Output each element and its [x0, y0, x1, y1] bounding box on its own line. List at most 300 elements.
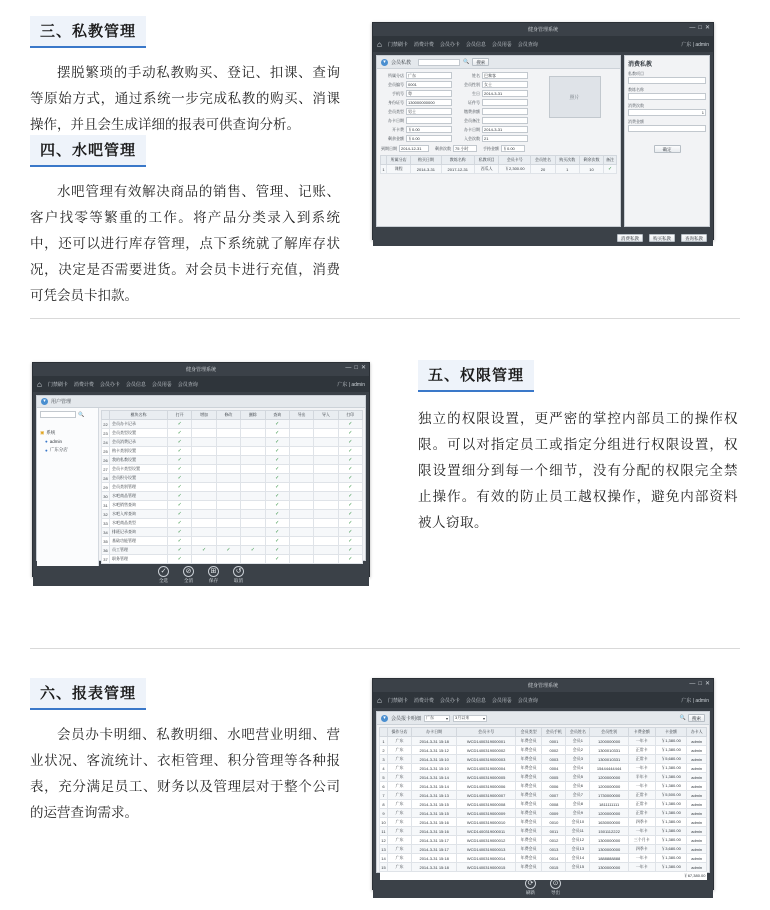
search-icon[interactable]: 🔍	[679, 715, 686, 721]
perm-edit[interactable]	[216, 438, 240, 447]
perm-query[interactable]: ✓	[265, 546, 289, 555]
table-row[interactable]	[381, 165, 617, 174]
perm-print[interactable]: ✓	[338, 438, 362, 447]
perm-open[interactable]: ✓	[168, 483, 192, 492]
save-button[interactable]: ⊞ 保存	[209, 568, 218, 583]
perm-query[interactable]: ✓	[265, 492, 289, 501]
cell: 2014-3-31 15:13	[411, 791, 457, 800]
perm-print[interactable]: ✓	[338, 465, 362, 474]
col-5: 删除	[241, 411, 265, 420]
minimize-icon[interactable]: —	[689, 681, 696, 687]
field-value[interactable]	[482, 117, 528, 124]
row-index: 23	[103, 430, 108, 436]
perm-query[interactable]: ✓	[265, 555, 289, 564]
cell: 1300000000	[590, 863, 629, 872]
table-row[interactable]	[380, 800, 707, 809]
perm-add[interactable]	[192, 555, 216, 564]
perm-import[interactable]	[314, 537, 338, 546]
perm-edit[interactable]	[216, 429, 240, 438]
table-row[interactable]	[102, 483, 363, 492]
cell: 年费会员	[515, 845, 542, 854]
perm-add[interactable]	[192, 429, 216, 438]
cell: 1630000000	[590, 818, 629, 827]
perm-edit[interactable]	[216, 537, 240, 546]
table-row[interactable]	[380, 746, 707, 755]
form-col-left	[380, 72, 452, 142]
cell: 0012	[542, 836, 566, 845]
cancel-button[interactable]: ↺ 取消	[234, 568, 243, 583]
module-name: 会员办卡记录	[110, 420, 168, 429]
table-row[interactable]	[102, 429, 363, 438]
home-icon[interactable]: ⌂	[377, 39, 382, 49]
perm-query[interactable]: ✓	[265, 447, 289, 456]
consume-field-input-3[interactable]	[628, 125, 706, 132]
perm-import[interactable]	[314, 438, 338, 447]
perm-delete[interactable]	[241, 456, 265, 465]
private-training-table[interactable]	[377, 155, 620, 226]
table-row[interactable]	[102, 447, 363, 456]
cell: WCD1400319000008	[457, 800, 515, 809]
perm-print[interactable]: ✓	[338, 474, 362, 483]
perm-delete[interactable]	[241, 447, 265, 456]
consume-field-input-0[interactable]	[628, 77, 706, 84]
field-value[interactable]: ￥0.00	[501, 145, 525, 152]
cell: WCD1400319000015	[457, 863, 515, 872]
perm-print[interactable]: ✓	[338, 537, 362, 546]
user-search-input[interactable]	[40, 411, 76, 418]
col-8: 备注	[604, 156, 617, 165]
perm-delete[interactable]	[241, 465, 265, 474]
perm-open[interactable]: ✓	[168, 501, 192, 510]
report-table[interactable]	[377, 725, 709, 882]
perm-print[interactable]: ✓	[338, 519, 362, 528]
perm-import[interactable]	[314, 528, 338, 537]
perm-open[interactable]: ✓	[168, 456, 192, 465]
perm-open[interactable]: ✓	[168, 447, 192, 456]
menu-item-5[interactable]: 会员查询	[177, 381, 198, 388]
table-row[interactable]	[102, 528, 363, 537]
field-value[interactable]: ￥0.00	[406, 126, 452, 133]
perm-edit[interactable]	[216, 492, 240, 501]
perm-import[interactable]	[314, 456, 338, 465]
footer-button-query[interactable]: 查询私教	[681, 234, 707, 242]
perm-edit[interactable]	[216, 447, 240, 456]
module-name: 排班记录查询	[110, 528, 168, 537]
perm-add[interactable]	[192, 456, 216, 465]
perm-print[interactable]: ✓	[338, 447, 362, 456]
field-value[interactable]	[406, 117, 452, 124]
table-row[interactable]	[102, 456, 363, 465]
window-controls[interactable]	[689, 681, 710, 687]
field-value[interactable]: 75 小时	[453, 145, 477, 152]
consume-panel-title: 消费私教	[628, 62, 653, 68]
menu-item-1[interactable]: 消费计费	[413, 41, 434, 48]
menu-item-2[interactable]: 会员办卡	[439, 41, 460, 48]
expand-icon[interactable]: ▾	[381, 59, 388, 66]
perm-import[interactable]	[314, 429, 338, 438]
perm-export[interactable]	[289, 465, 313, 474]
perm-edit[interactable]	[216, 528, 240, 537]
search-button[interactable]: 搜索	[688, 714, 705, 722]
perm-export[interactable]	[289, 429, 313, 438]
perm-add[interactable]	[192, 492, 216, 501]
perm-export[interactable]	[289, 537, 313, 546]
perm-open[interactable]: ✓	[168, 465, 192, 474]
menu-item-4[interactable]: 会员用품	[491, 697, 512, 704]
perm-edit[interactable]	[216, 456, 240, 465]
tree-node-admin[interactable]	[40, 439, 95, 444]
screenshot-private-training-window[interactable]	[372, 22, 714, 240]
perm-edit[interactable]	[216, 465, 240, 474]
perm-import[interactable]	[314, 483, 338, 492]
main-menu-bar[interactable]	[373, 36, 713, 52]
tree-node-system[interactable]	[40, 430, 95, 436]
field-value[interactable]: 广东	[406, 72, 452, 79]
perm-export[interactable]	[289, 447, 313, 456]
cell: admin	[687, 773, 707, 782]
table-row[interactable]	[102, 519, 363, 528]
perm-open[interactable]: ✓	[168, 474, 192, 483]
maximize-icon[interactable]: □	[698, 681, 702, 687]
expand-icon[interactable]: ▾	[41, 398, 48, 405]
window-controls[interactable]	[689, 25, 710, 31]
table-row[interactable]	[380, 791, 707, 800]
home-icon[interactable]: ⌂	[37, 379, 42, 389]
perm-delete[interactable]	[241, 483, 265, 492]
screenshot-report-window[interactable]	[372, 678, 714, 895]
perm-query[interactable]: ✓	[265, 537, 289, 546]
perm-export[interactable]	[289, 492, 313, 501]
menu-item-5[interactable]: 会员查询	[517, 41, 538, 48]
screenshot-permission-window[interactable]	[32, 362, 370, 583]
menu-item-1[interactable]: 消费计费	[73, 381, 94, 388]
select-all-button[interactable]: ✓ 全选	[159, 568, 168, 583]
perm-edit[interactable]	[216, 483, 240, 492]
perm-query[interactable]: ✓	[265, 483, 289, 492]
form-col-mid	[456, 72, 528, 142]
perm-query[interactable]: ✓	[265, 528, 289, 537]
perm-delete[interactable]	[241, 510, 265, 519]
close-icon[interactable]: ✕	[704, 25, 710, 31]
cell: admin	[687, 818, 707, 827]
perm-import[interactable]	[314, 465, 338, 474]
field-value[interactable]: 粤	[406, 90, 452, 97]
table-row[interactable]	[380, 764, 707, 773]
deselect-all-button[interactable]: ⊘ 全消	[184, 568, 193, 583]
table-row[interactable]	[380, 809, 707, 818]
table-row[interactable]	[102, 474, 363, 483]
cell: 年费会员	[515, 800, 542, 809]
perm-export[interactable]	[289, 555, 313, 564]
perm-edit[interactable]	[216, 519, 240, 528]
table-row[interactable]	[380, 782, 707, 791]
table-row[interactable]	[380, 737, 707, 746]
menu-item-3[interactable]: 会员信息	[465, 41, 486, 48]
perm-print[interactable]: ✓	[338, 528, 362, 537]
perm-export[interactable]	[289, 528, 313, 537]
menu-item-2[interactable]: 会员办卡	[99, 381, 120, 388]
perm-print[interactable]: ✓	[338, 483, 362, 492]
table-row[interactable]	[102, 546, 363, 555]
menu-item-0[interactable]: 门禁刷卡	[387, 697, 408, 704]
menu-item-5[interactable]: 会员查询	[517, 697, 538, 704]
col-6: 查询	[265, 411, 289, 420]
perm-add[interactable]	[192, 537, 216, 546]
expand-icon[interactable]: ▾	[381, 715, 388, 722]
cell: ￥1,380.00	[655, 863, 687, 872]
menu-item-3[interactable]: 会员信息	[465, 697, 486, 704]
perm-add[interactable]	[192, 465, 216, 474]
consume-private-training-panel[interactable]	[624, 55, 710, 227]
perm-print[interactable]: ✓	[338, 420, 362, 429]
perm-import[interactable]	[314, 447, 338, 456]
refresh-icon: ⟳	[525, 878, 536, 889]
perm-export[interactable]	[289, 420, 313, 429]
perm-print[interactable]: ✓	[338, 429, 362, 438]
section-5	[418, 360, 738, 536]
table-row[interactable]	[102, 438, 363, 447]
perm-export[interactable]	[289, 456, 313, 465]
perm-query[interactable]: ✓	[265, 429, 289, 438]
perm-open[interactable]: ✓	[168, 429, 192, 438]
perm-edit[interactable]	[216, 510, 240, 519]
field-value[interactable]: 21	[482, 135, 528, 142]
field-value[interactable]: 130000000000	[406, 99, 452, 106]
refresh-button[interactable]: ⟳ 刷新	[526, 880, 535, 895]
main-menu-bar[interactable]	[33, 376, 369, 392]
table-row[interactable]	[102, 555, 363, 564]
perm-delete[interactable]	[241, 420, 265, 429]
col-2: 打开	[168, 411, 192, 420]
perm-print[interactable]: ✓	[338, 555, 362, 564]
cell: 2014-3-31	[411, 165, 441, 174]
table-row[interactable]	[102, 537, 363, 546]
perm-query[interactable]: ✓	[265, 510, 289, 519]
perm-print[interactable]: ✓	[338, 501, 362, 510]
table-row[interactable]	[380, 854, 707, 863]
perm-edit[interactable]	[216, 420, 240, 429]
export-button[interactable]: ⊙ 导出	[551, 880, 560, 895]
perm-query[interactable]: ✓	[265, 501, 289, 510]
chevron-down-icon: ▾	[446, 715, 449, 721]
field-value[interactable]: ￥0.00	[406, 135, 452, 142]
cell: 会员11	[566, 827, 590, 836]
close-icon[interactable]: ✕	[360, 365, 366, 371]
filter-date-select[interactable]: 3月以来 ▾	[455, 715, 486, 721]
perm-delete[interactable]	[241, 501, 265, 510]
perm-print[interactable]: ✓	[338, 510, 362, 519]
cell: 2014-3-31 15:10	[411, 755, 457, 764]
consume-field-label-3: 消费金额	[628, 119, 644, 124]
row-index: 36	[103, 547, 108, 553]
maximize-icon[interactable]: □	[354, 365, 358, 371]
field-value[interactable]: 2014-12-31	[399, 145, 429, 152]
col-8: 导入	[314, 411, 338, 420]
perm-export[interactable]	[289, 474, 313, 483]
perm-add[interactable]	[192, 483, 216, 492]
main-menu-bar[interactable]	[373, 692, 713, 708]
row-index: 1	[382, 166, 385, 172]
table-row[interactable]	[102, 492, 363, 501]
perm-open[interactable]: ✓	[168, 519, 192, 528]
perm-delete[interactable]	[241, 438, 265, 447]
total-amount: ￥67,380.00	[655, 872, 706, 881]
col-9: 打印	[338, 411, 362, 420]
perm-query[interactable]: ✓	[265, 474, 289, 483]
permission-table[interactable]	[99, 408, 365, 566]
table-row[interactable]	[380, 863, 707, 872]
field-value[interactable]	[482, 99, 528, 106]
menu-item-0[interactable]: 门禁刷卡	[387, 41, 408, 48]
close-icon[interactable]: ✕	[704, 681, 710, 687]
perm-add[interactable]	[192, 474, 216, 483]
perm-delete[interactable]	[241, 528, 265, 537]
filter-branch-select[interactable]: 广东 ▾	[426, 715, 449, 721]
perm-add[interactable]	[192, 519, 216, 528]
perm-add[interactable]	[192, 420, 216, 429]
perm-delete[interactable]	[241, 492, 265, 501]
perm-delete[interactable]	[241, 555, 265, 564]
perm-delete[interactable]	[241, 537, 265, 546]
perm-query[interactable]: ✓	[265, 519, 289, 528]
perm-query[interactable]: ✓	[265, 456, 289, 465]
search-icon[interactable]: 🔍	[78, 411, 85, 418]
perm-add[interactable]	[192, 438, 216, 447]
cell: 会员5	[566, 773, 590, 782]
menu-item-2[interactable]: 会员办卡	[439, 697, 460, 704]
perm-import[interactable]	[314, 420, 338, 429]
perm-print[interactable]: ✓	[338, 492, 362, 501]
row-index: 13	[381, 846, 386, 852]
table-row[interactable]	[380, 836, 707, 845]
cell: WCD1400319000003	[457, 755, 515, 764]
footer-button-purchase[interactable]: 购买私教	[649, 234, 675, 242]
consume-field-input-1[interactable]	[628, 93, 706, 100]
perm-add[interactable]: ✓	[192, 546, 216, 555]
perm-delete[interactable]	[241, 474, 265, 483]
field-value[interactable]: 2014-3-31	[482, 126, 528, 133]
perm-export[interactable]	[289, 519, 313, 528]
perm-query[interactable]: ✓	[265, 420, 289, 429]
cell: 20	[531, 165, 555, 174]
perm-export[interactable]	[289, 501, 313, 510]
menu-item-4[interactable]: 会员用품	[491, 41, 512, 48]
window-footer[interactable]	[33, 564, 369, 586]
tree-node-branch[interactable]	[40, 447, 95, 453]
table-row[interactable]	[102, 501, 363, 510]
menu-item-3[interactable]: 会员信息	[125, 381, 146, 388]
cell: 2014-3-31 15:17	[411, 845, 457, 854]
perm-open[interactable]: ✓	[168, 528, 192, 537]
col-0	[102, 411, 110, 420]
menu-item-0[interactable]: 门禁刷卡	[47, 381, 68, 388]
table-row[interactable]	[380, 773, 707, 782]
perm-import[interactable]	[314, 546, 338, 555]
minimize-icon[interactable]: —	[689, 25, 696, 31]
perm-export[interactable]	[289, 546, 313, 555]
table-row[interactable]	[380, 755, 707, 764]
search-button[interactable]: 搜索	[472, 58, 489, 66]
table-row[interactable]	[380, 845, 707, 854]
perm-import[interactable]	[314, 555, 338, 564]
field-value[interactable]: 巴黎客	[482, 72, 528, 79]
user-tree[interactable]	[37, 408, 99, 566]
perm-query[interactable]: ✓	[265, 438, 289, 447]
field-value[interactable]	[482, 108, 528, 115]
perm-open[interactable]: ✓	[168, 438, 192, 447]
perm-import[interactable]	[314, 519, 338, 528]
perm-export[interactable]	[289, 438, 313, 447]
perm-print[interactable]: ✓	[338, 456, 362, 465]
member-search-input[interactable]	[418, 59, 460, 66]
perm-edit[interactable]	[216, 501, 240, 510]
table-row[interactable]	[102, 465, 363, 474]
perm-delete[interactable]	[241, 429, 265, 438]
perm-open[interactable]: ✓	[168, 537, 192, 546]
perm-edit[interactable]	[216, 474, 240, 483]
row-index: 15	[381, 864, 386, 870]
confirm-button[interactable]: 确定	[654, 145, 681, 153]
perm-add[interactable]	[192, 528, 216, 537]
table-row[interactable]	[380, 818, 707, 827]
cell: 2014-3-31 15:12	[411, 746, 457, 755]
perm-delete[interactable]: ✓	[241, 546, 265, 555]
menu-item-4[interactable]: 会员用품	[151, 381, 172, 388]
cell: 广东	[388, 764, 412, 773]
search-icon[interactable]: 🔍	[463, 59, 470, 65]
perm-import[interactable]	[314, 474, 338, 483]
perm-open[interactable]: ✓	[168, 555, 192, 564]
perm-add[interactable]	[192, 447, 216, 456]
perm-import[interactable]	[314, 510, 338, 519]
table-row[interactable]	[102, 420, 363, 429]
minimize-icon[interactable]: —	[345, 365, 352, 371]
home-icon[interactable]: ⌂	[377, 695, 382, 705]
footer-button-consume[interactable]: 消费私教	[617, 234, 643, 242]
table-row[interactable]	[380, 827, 707, 836]
perm-import[interactable]	[314, 501, 338, 510]
perm-edit[interactable]: ✓	[216, 546, 240, 555]
col-0	[380, 728, 388, 737]
window-controls[interactable]	[345, 365, 366, 371]
field-value[interactable]: 2014-3-31	[482, 90, 528, 97]
field-value[interactable]: 男士	[406, 108, 452, 115]
perm-open[interactable]: ✓	[168, 420, 192, 429]
user-icon: ●	[45, 447, 48, 453]
cell: 年费会员	[515, 854, 542, 863]
window-footer[interactable]	[373, 230, 713, 246]
perm-open[interactable]: ✓	[168, 510, 192, 519]
perm-add[interactable]	[192, 501, 216, 510]
field-value[interactable]: 0001	[406, 81, 452, 88]
col-7: 会员性别	[590, 728, 629, 737]
perm-print[interactable]: ✓	[338, 546, 362, 555]
perm-query[interactable]: ✓	[265, 465, 289, 474]
perm-import[interactable]	[314, 492, 338, 501]
perm-delete[interactable]	[241, 519, 265, 528]
perm-open[interactable]: ✓	[168, 546, 192, 555]
perm-edit[interactable]	[216, 555, 240, 564]
menu-item-1[interactable]: 消费计费	[413, 697, 434, 704]
perm-export[interactable]	[289, 483, 313, 492]
perm-add[interactable]	[192, 510, 216, 519]
field-value[interactable]: 女士	[482, 81, 528, 88]
maximize-icon[interactable]: □	[698, 25, 702, 31]
table-row[interactable]	[102, 510, 363, 519]
perm-export[interactable]	[289, 510, 313, 519]
perm-open[interactable]: ✓	[168, 492, 192, 501]
consume-field-input-2[interactable]: 1	[628, 109, 706, 116]
